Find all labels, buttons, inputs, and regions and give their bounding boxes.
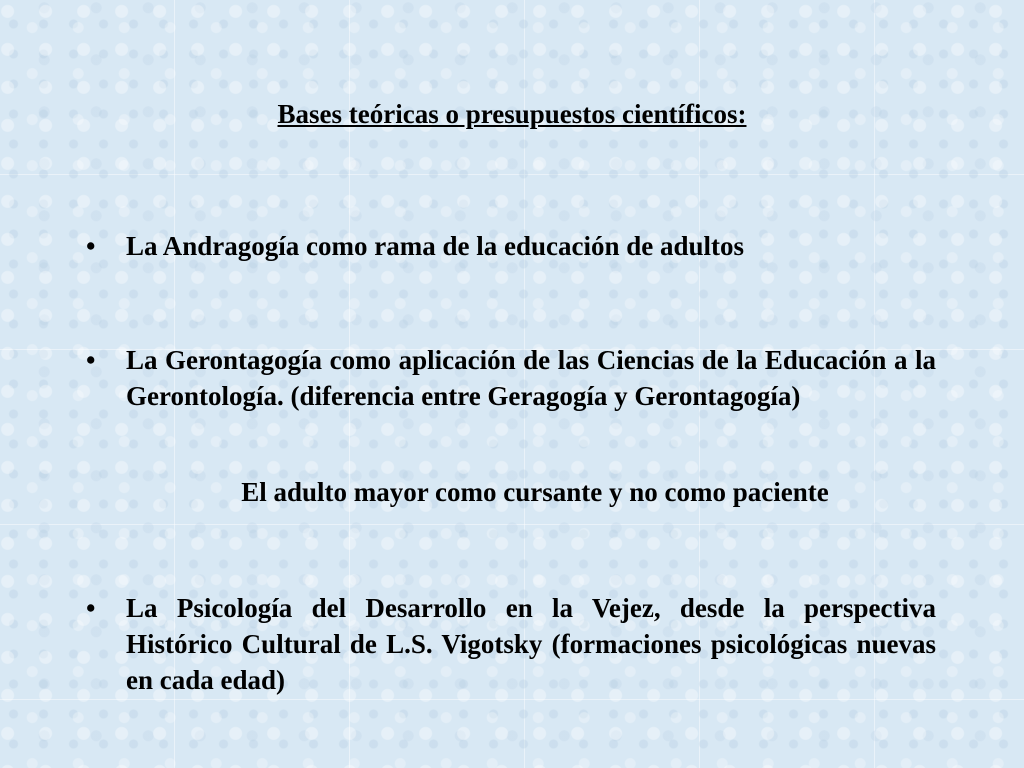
bullet-item-gerontagogia: La Gerontagogía como aplicación de las Ciencias de la Educación a la Gerontología. (diferencia entre Geragogía y Gerontagogía) bbox=[126, 345, 936, 411]
bullet-item-andragogia: La Andragogía como rama de la educación de adultos bbox=[126, 231, 745, 261]
subline-adulto-mayor: El adulto mayor como cursante y no como paciente bbox=[241, 477, 829, 507]
bullet-marker-1: • bbox=[86, 231, 96, 261]
bullet-marker-2: • bbox=[86, 345, 96, 375]
slide-title: Bases teóricas o presupuestos científicos: bbox=[277, 99, 747, 129]
bullet-item-psicologia: La Psicología del Desarrollo en la Vejez, desde la perspectiva Histórico Cultural de L.S. Vigotsky (formaciones psicológicas nuevas en cada edad) bbox=[126, 593, 936, 695]
bullet-marker-3: • bbox=[86, 593, 96, 623]
